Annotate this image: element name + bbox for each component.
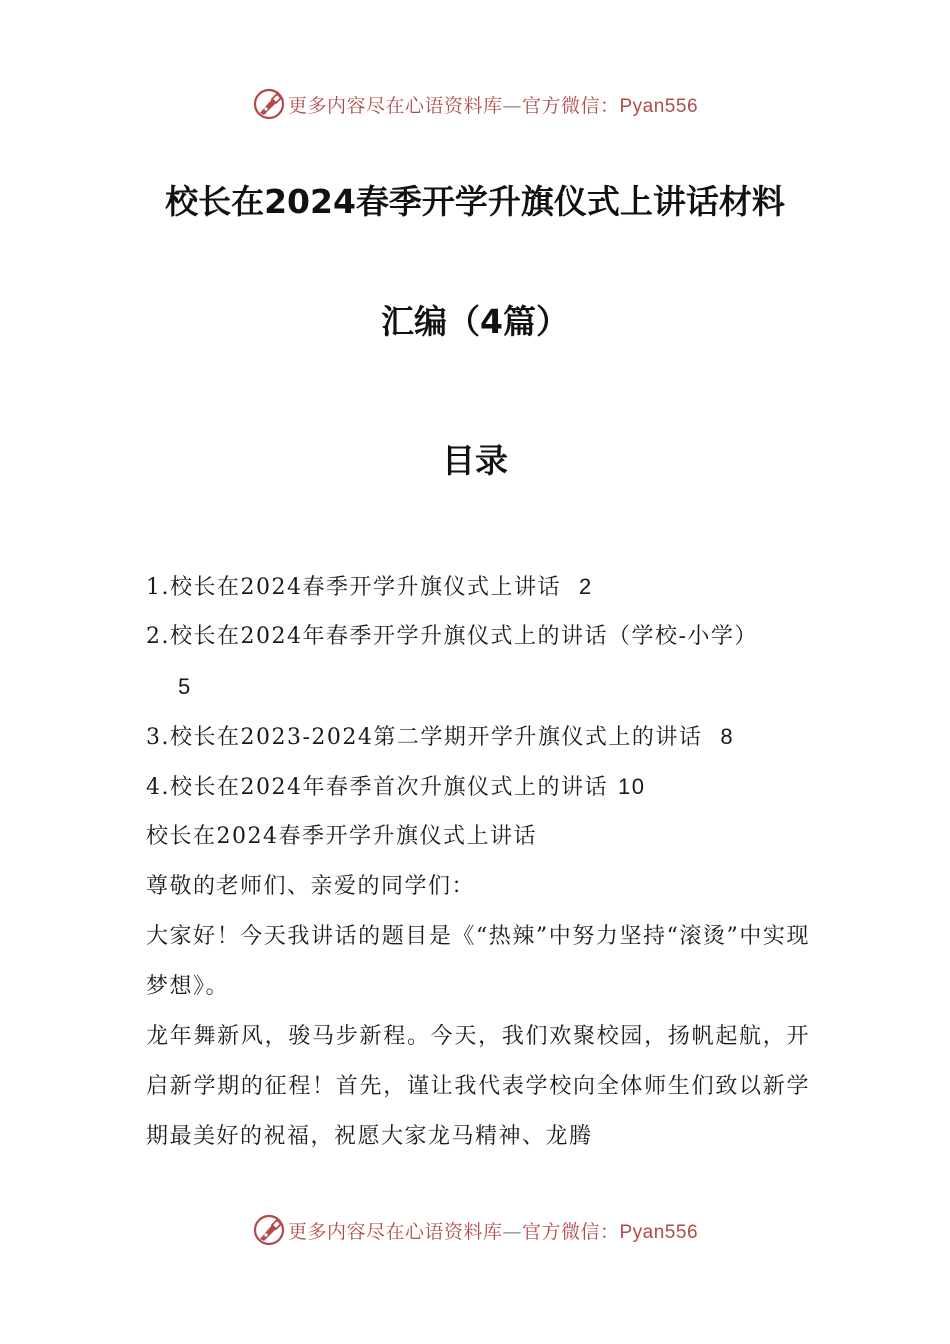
watermark-brand: 更多内容尽在心语资料库 xyxy=(287,1220,503,1243)
pen-nib-logo-icon xyxy=(252,1213,286,1247)
document-title-line1: 校长在2024春季开学升旗仪式上讲话材料 xyxy=(165,182,785,221)
watermark-wechat-label: 官方微信： xyxy=(521,1220,620,1243)
toc-heading: 目录 xyxy=(442,441,508,480)
toc-item-text: 1.校长在2024春季开学升旗仪式上讲话 xyxy=(146,575,561,600)
document-body xyxy=(146,812,810,1162)
toc-item-page: 10 xyxy=(617,774,646,799)
document-title-line2: 汇编（4篇） xyxy=(381,302,569,341)
section-title: 校长在2024春季开学升旗仪式上讲话 xyxy=(146,824,537,849)
watermark-text xyxy=(288,91,698,118)
header-watermark xyxy=(0,84,950,124)
toc-item-text: 3.校长在2023-2024第二学期开学升旗仪式上的讲话 xyxy=(146,725,703,750)
watermark-wechat-label: 官方微信： xyxy=(521,94,620,117)
toc-item-page: 5 xyxy=(178,674,192,699)
paragraph: 大家好！今天我讲话的题目是《“热辣”中努力坚持“滚烫”中实现梦想》。 xyxy=(146,924,810,999)
toc-item-4[interactable] xyxy=(146,762,810,812)
watermark-separator: — xyxy=(502,94,522,117)
salutation: 尊敬的老师们、亲爱的同学们： xyxy=(146,874,476,899)
watermark-wechat-id: Pyan556 xyxy=(619,95,699,117)
watermark-separator: — xyxy=(502,1220,522,1243)
toc-item-page: 8 xyxy=(720,724,735,749)
toc-item-page: 2 xyxy=(578,574,593,599)
toc-item-3[interactable] xyxy=(146,712,810,762)
watermark-wechat-id: Pyan556 xyxy=(619,1221,699,1243)
toc-item-2[interactable] xyxy=(146,612,810,662)
table-of-contents xyxy=(146,562,810,812)
footer-watermark xyxy=(0,1210,950,1250)
toc-item-1[interactable] xyxy=(146,562,810,612)
paragraph: 龙年舞新风，骏马步新程。今天，我们欢聚校园，扬帆起航，开启新学期的征程！首先，谨让我代表学校向全体师生们致以新学期最美好的祝福，祝愿大家龙马精神、龙腾 xyxy=(146,1024,810,1149)
toc-item-text: 4.校长在2024年春季首次升旗仪式上的讲话 xyxy=(146,775,608,800)
pen-nib-logo-icon xyxy=(252,87,286,121)
watermark-text xyxy=(288,1217,698,1244)
toc-item-text: 2.校长在2024年春季开学升旗仪式上的讲话（学校-小学） xyxy=(146,624,758,649)
watermark-brand: 更多内容尽在心语资料库 xyxy=(287,94,503,117)
